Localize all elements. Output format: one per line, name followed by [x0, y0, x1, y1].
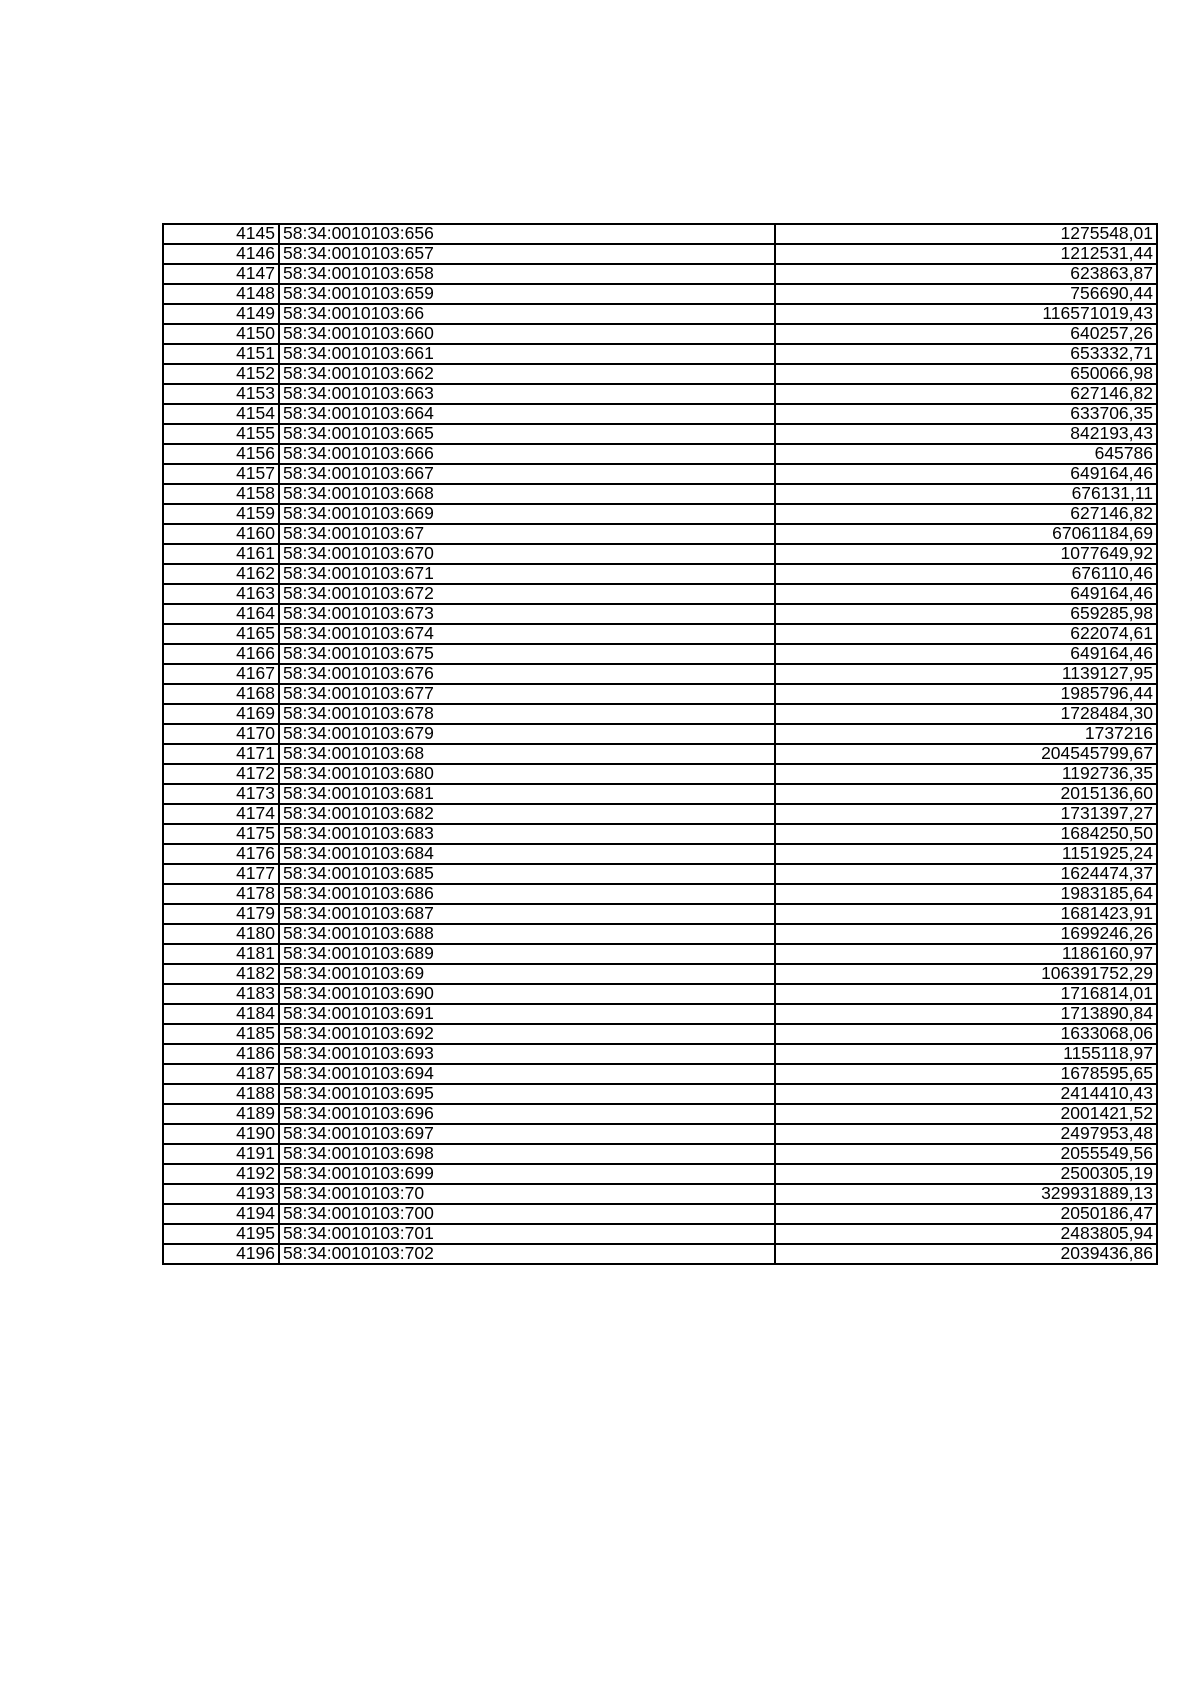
row-number-cell: 4192	[163, 1164, 279, 1184]
cadastral-number-cell: 58:34:0010103:687	[279, 904, 775, 924]
value-cell: 627146,82	[775, 384, 1157, 404]
row-number-cell: 4148	[163, 284, 279, 304]
row-number-cell: 4184	[163, 1004, 279, 1024]
value-cell: 623863,87	[775, 264, 1157, 284]
table-row	[163, 424, 1157, 444]
cadastral-number-cell: 58:34:0010103:679	[279, 724, 775, 744]
row-number-cell: 4151	[163, 344, 279, 364]
table-row	[163, 444, 1157, 464]
row-number-cell: 4189	[163, 1104, 279, 1124]
value-cell: 1678595,65	[775, 1064, 1157, 1084]
table-row	[163, 224, 1157, 244]
cadastral-number-cell: 58:34:0010103:660	[279, 324, 775, 344]
row-number-cell: 4186	[163, 1044, 279, 1064]
value-cell: 2500305,19	[775, 1164, 1157, 1184]
table-row	[163, 804, 1157, 824]
cadastral-number-cell: 58:34:0010103:667	[279, 464, 775, 484]
row-number-cell: 4149	[163, 304, 279, 324]
value-cell: 1155118,97	[775, 1044, 1157, 1064]
cadastral-number-cell: 58:34:0010103:665	[279, 424, 775, 444]
value-cell: 649164,46	[775, 584, 1157, 604]
row-number-cell: 4164	[163, 604, 279, 624]
value-cell: 2001421,52	[775, 1104, 1157, 1124]
value-cell: 1077649,92	[775, 544, 1157, 564]
value-cell: 842193,43	[775, 424, 1157, 444]
value-cell: 649164,46	[775, 644, 1157, 664]
table-row	[163, 1004, 1157, 1024]
row-number-cell: 4163	[163, 584, 279, 604]
cadastral-number-cell: 58:34:0010103:697	[279, 1124, 775, 1144]
row-number-cell: 4147	[163, 264, 279, 284]
row-number-cell: 4191	[163, 1144, 279, 1164]
table-row	[163, 684, 1157, 704]
table-row	[163, 984, 1157, 1004]
table-row	[163, 384, 1157, 404]
cadastral-number-cell: 58:34:0010103:686	[279, 884, 775, 904]
table-row	[163, 484, 1157, 504]
value-cell: 116571019,43	[775, 304, 1157, 324]
row-number-cell: 4170	[163, 724, 279, 744]
value-cell: 1275548,01	[775, 224, 1157, 244]
value-cell: 2497953,48	[775, 1124, 1157, 1144]
row-number-cell: 4183	[163, 984, 279, 1004]
cadastral-number-cell: 58:34:0010103:671	[279, 564, 775, 584]
cadastral-number-cell: 58:34:0010103:698	[279, 1144, 775, 1164]
value-cell: 1633068,06	[775, 1024, 1157, 1044]
table-row	[163, 244, 1157, 264]
table-row	[163, 964, 1157, 984]
value-cell: 2414410,43	[775, 1084, 1157, 1104]
cadastral-number-cell: 58:34:0010103:661	[279, 344, 775, 364]
table-row	[163, 724, 1157, 744]
row-number-cell: 4159	[163, 504, 279, 524]
value-cell: 640257,26	[775, 324, 1157, 344]
table-row	[163, 1144, 1157, 1164]
row-number-cell: 4174	[163, 804, 279, 824]
row-number-cell: 4158	[163, 484, 279, 504]
value-cell: 2039436,86	[775, 1244, 1157, 1264]
table-row	[163, 344, 1157, 364]
cadastral-number-cell: 58:34:0010103:668	[279, 484, 775, 504]
value-cell: 1139127,95	[775, 664, 1157, 684]
row-number-cell: 4150	[163, 324, 279, 344]
value-cell: 659285,98	[775, 604, 1157, 624]
table-row	[163, 1184, 1157, 1204]
row-number-cell: 4196	[163, 1244, 279, 1264]
cadastral-number-cell: 58:34:0010103:663	[279, 384, 775, 404]
value-cell: 649164,46	[775, 464, 1157, 484]
table-row	[163, 1124, 1157, 1144]
table-row	[163, 404, 1157, 424]
table-row	[163, 284, 1157, 304]
row-number-cell: 4160	[163, 524, 279, 544]
row-number-cell: 4169	[163, 704, 279, 724]
cadastral-number-cell: 58:34:0010103:657	[279, 244, 775, 264]
value-cell: 622074,61	[775, 624, 1157, 644]
cadastral-number-cell: 58:34:0010103:675	[279, 644, 775, 664]
table-row	[163, 1064, 1157, 1084]
row-number-cell: 4152	[163, 364, 279, 384]
cadastral-number-cell: 58:34:0010103:676	[279, 664, 775, 684]
row-number-cell: 4176	[163, 844, 279, 864]
cadastral-number-cell: 58:34:0010103:656	[279, 224, 775, 244]
value-cell: 204545799,67	[775, 744, 1157, 764]
row-number-cell: 4193	[163, 1184, 279, 1204]
table-row	[163, 864, 1157, 884]
row-number-cell: 4156	[163, 444, 279, 464]
table-body	[163, 224, 1157, 1264]
row-number-cell: 4171	[163, 744, 279, 764]
table-row	[163, 1244, 1157, 1264]
table-row	[163, 304, 1157, 324]
cadastral-number-cell: 58:34:0010103:688	[279, 924, 775, 944]
table-row	[163, 524, 1157, 544]
table-row	[163, 1044, 1157, 1064]
value-cell: 1716814,01	[775, 984, 1157, 1004]
table-row	[163, 924, 1157, 944]
cadastral-number-cell: 58:34:0010103:70	[279, 1184, 775, 1204]
value-cell: 1737216	[775, 724, 1157, 744]
value-cell: 756690,44	[775, 284, 1157, 304]
cadastral-number-cell: 58:34:0010103:702	[279, 1244, 775, 1264]
cadastral-number-cell: 58:34:0010103:680	[279, 764, 775, 784]
table-row	[163, 504, 1157, 524]
value-cell: 2015136,60	[775, 784, 1157, 804]
document-page	[162, 223, 1158, 1265]
cadastral-number-cell: 58:34:0010103:670	[279, 544, 775, 564]
cadastral-number-cell: 58:34:0010103:674	[279, 624, 775, 644]
cadastral-number-cell: 58:34:0010103:672	[279, 584, 775, 604]
cadastral-number-cell: 58:34:0010103:691	[279, 1004, 775, 1024]
table-row	[163, 364, 1157, 384]
cadastral-number-cell: 58:34:0010103:66	[279, 304, 775, 324]
row-number-cell: 4185	[163, 1024, 279, 1044]
value-cell: 106391752,29	[775, 964, 1157, 984]
cadastral-number-cell: 58:34:0010103:69	[279, 964, 775, 984]
row-number-cell: 4178	[163, 884, 279, 904]
cadastral-number-cell: 58:34:0010103:692	[279, 1024, 775, 1044]
value-cell: 676131,11	[775, 484, 1157, 504]
row-number-cell: 4188	[163, 1084, 279, 1104]
value-cell: 1681423,91	[775, 904, 1157, 924]
table-row	[163, 1204, 1157, 1224]
row-number-cell: 4167	[163, 664, 279, 684]
row-number-cell: 4172	[163, 764, 279, 784]
table-row	[163, 1024, 1157, 1044]
table-row	[163, 744, 1157, 764]
row-number-cell: 4146	[163, 244, 279, 264]
table-row	[163, 1084, 1157, 1104]
value-cell: 1192736,35	[775, 764, 1157, 784]
table-row	[163, 1104, 1157, 1124]
row-number-cell: 4179	[163, 904, 279, 924]
value-cell: 653332,71	[775, 344, 1157, 364]
cadastral-number-cell: 58:34:0010103:681	[279, 784, 775, 804]
row-number-cell: 4157	[163, 464, 279, 484]
table-row	[163, 1224, 1157, 1244]
table-row	[163, 324, 1157, 344]
row-number-cell: 4168	[163, 684, 279, 704]
cadastral-number-cell: 58:34:0010103:659	[279, 284, 775, 304]
cadastral-number-cell: 58:34:0010103:673	[279, 604, 775, 624]
table-row	[163, 1164, 1157, 1184]
table-row	[163, 784, 1157, 804]
row-number-cell: 4145	[163, 224, 279, 244]
row-number-cell: 4173	[163, 784, 279, 804]
value-cell: 650066,98	[775, 364, 1157, 384]
value-cell: 67061184,69	[775, 524, 1157, 544]
table-row	[163, 464, 1157, 484]
cadastral-number-cell: 58:34:0010103:682	[279, 804, 775, 824]
row-number-cell: 4166	[163, 644, 279, 664]
value-cell: 329931889,13	[775, 1184, 1157, 1204]
table-row	[163, 644, 1157, 664]
value-cell: 2050186,47	[775, 1204, 1157, 1224]
table-row	[163, 944, 1157, 964]
value-cell: 1212531,44	[775, 244, 1157, 264]
cadastral-number-cell: 58:34:0010103:658	[279, 264, 775, 284]
value-cell: 2055549,56	[775, 1144, 1157, 1164]
table-row	[163, 884, 1157, 904]
value-cell: 1624474,37	[775, 864, 1157, 884]
cadastral-number-cell: 58:34:0010103:693	[279, 1044, 775, 1064]
table-row	[163, 604, 1157, 624]
table-row	[163, 624, 1157, 644]
cadastral-number-cell: 58:34:0010103:683	[279, 824, 775, 844]
cadastral-number-cell: 58:34:0010103:666	[279, 444, 775, 464]
row-number-cell: 4153	[163, 384, 279, 404]
cadastral-number-cell: 58:34:0010103:664	[279, 404, 775, 424]
value-cell: 627146,82	[775, 504, 1157, 524]
row-number-cell: 4187	[163, 1064, 279, 1084]
row-number-cell: 4194	[163, 1204, 279, 1224]
value-cell: 1983185,64	[775, 884, 1157, 904]
cadastral-number-cell: 58:34:0010103:684	[279, 844, 775, 864]
row-number-cell: 4155	[163, 424, 279, 444]
table-row	[163, 544, 1157, 564]
table-row	[163, 904, 1157, 924]
cadastral-number-cell: 58:34:0010103:68	[279, 744, 775, 764]
table-row	[163, 264, 1157, 284]
value-cell: 1985796,44	[775, 684, 1157, 704]
row-number-cell: 4195	[163, 1224, 279, 1244]
row-number-cell: 4182	[163, 964, 279, 984]
cadastral-number-cell: 58:34:0010103:690	[279, 984, 775, 1004]
cadastral-number-cell: 58:34:0010103:694	[279, 1064, 775, 1084]
value-cell: 1728484,30	[775, 704, 1157, 724]
cadastral-number-cell: 58:34:0010103:678	[279, 704, 775, 724]
cadastral-number-cell: 58:34:0010103:701	[279, 1224, 775, 1244]
row-number-cell: 4154	[163, 404, 279, 424]
row-number-cell: 4181	[163, 944, 279, 964]
value-cell: 1699246,26	[775, 924, 1157, 944]
cadastral-number-cell: 58:34:0010103:700	[279, 1204, 775, 1224]
cadastral-number-cell: 58:34:0010103:689	[279, 944, 775, 964]
row-number-cell: 4180	[163, 924, 279, 944]
cadastral-number-cell: 58:34:0010103:677	[279, 684, 775, 704]
value-cell: 1713890,84	[775, 1004, 1157, 1024]
cadastral-number-cell: 58:34:0010103:67	[279, 524, 775, 544]
row-number-cell: 4162	[163, 564, 279, 584]
table-row	[163, 584, 1157, 604]
table-row	[163, 564, 1157, 584]
table-row	[163, 764, 1157, 784]
cadastral-number-cell: 58:34:0010103:662	[279, 364, 775, 384]
table-row	[163, 844, 1157, 864]
row-number-cell: 4165	[163, 624, 279, 644]
row-number-cell: 4190	[163, 1124, 279, 1144]
value-cell: 1731397,27	[775, 804, 1157, 824]
row-number-cell: 4177	[163, 864, 279, 884]
value-cell: 1151925,24	[775, 844, 1157, 864]
table-row	[163, 664, 1157, 684]
row-number-cell: 4161	[163, 544, 279, 564]
table-row	[163, 704, 1157, 724]
cadastral-number-cell: 58:34:0010103:699	[279, 1164, 775, 1184]
cadastral-number-cell: 58:34:0010103:696	[279, 1104, 775, 1124]
value-cell: 1684250,50	[775, 824, 1157, 844]
value-cell: 2483805,94	[775, 1224, 1157, 1244]
value-cell: 633706,35	[775, 404, 1157, 424]
row-number-cell: 4175	[163, 824, 279, 844]
value-cell: 1186160,97	[775, 944, 1157, 964]
data-table	[162, 223, 1158, 1265]
value-cell: 676110,46	[775, 564, 1157, 584]
table-row	[163, 824, 1157, 844]
cadastral-number-cell: 58:34:0010103:669	[279, 504, 775, 524]
cadastral-number-cell: 58:34:0010103:695	[279, 1084, 775, 1104]
value-cell: 645786	[775, 444, 1157, 464]
cadastral-number-cell: 58:34:0010103:685	[279, 864, 775, 884]
